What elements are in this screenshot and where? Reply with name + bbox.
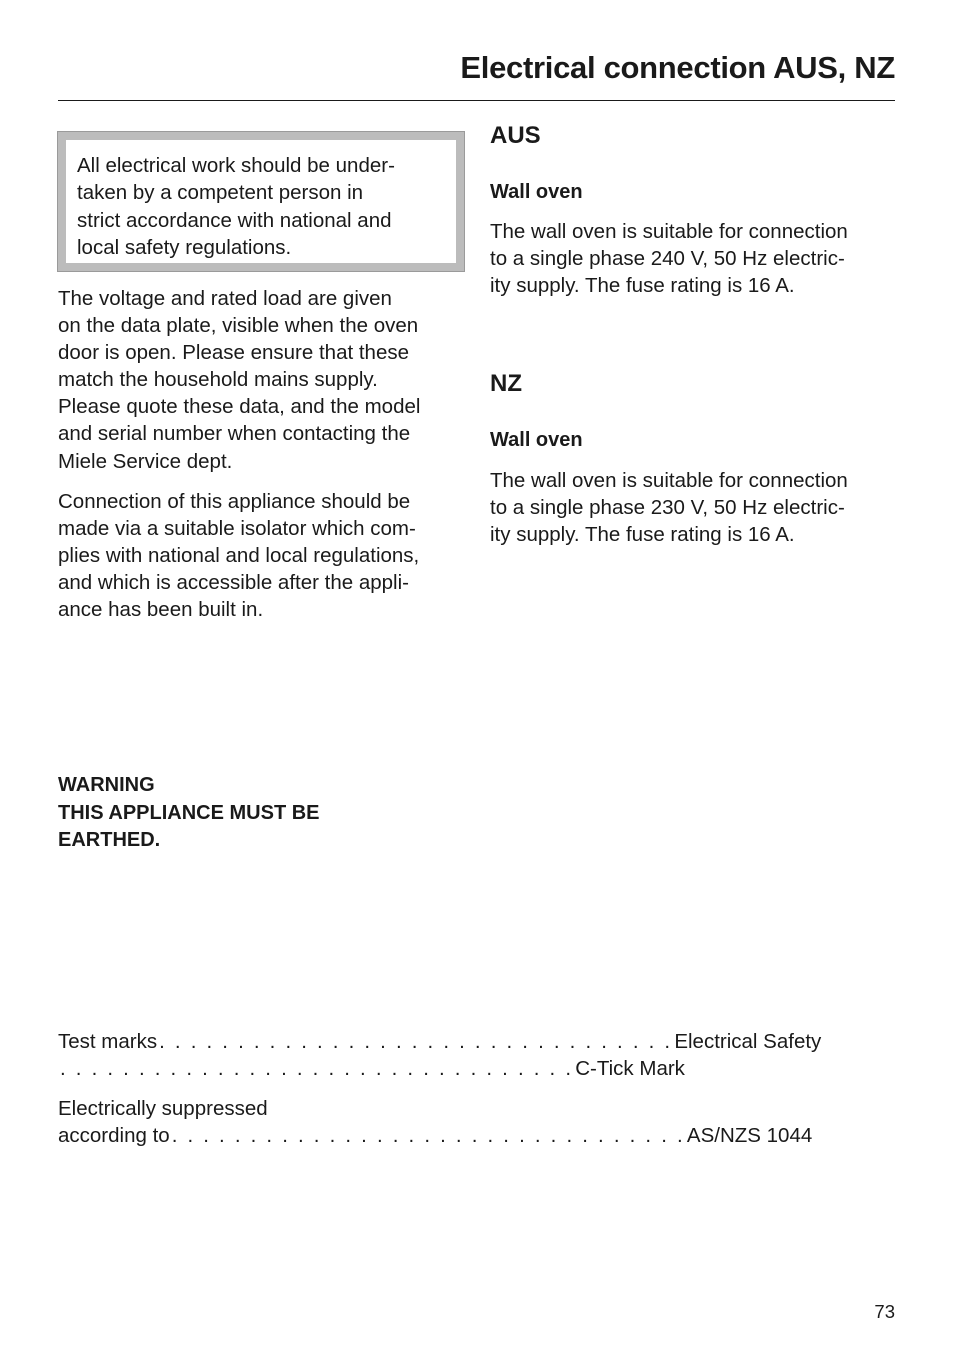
test-marks-spec xyxy=(58,1028,822,1082)
nz-wall-oven-subheading: Wall oven xyxy=(490,429,583,451)
paragraph-line: to a single phase 240 V, 50 Hz electric- xyxy=(490,247,845,271)
paragraph-line: ity supply. The fuse rating is 16 A. xyxy=(490,274,795,298)
paragraph-line: Please quote these data, and the model xyxy=(58,395,421,419)
spec-label: Test marks xyxy=(58,1030,158,1053)
page-number: 73 xyxy=(874,1301,895,1322)
spec-label: according to xyxy=(58,1124,170,1147)
paragraph-line: match the household mains supply. xyxy=(58,368,378,392)
aus-wall-oven-subheading: Wall oven xyxy=(490,181,583,203)
notice-line: local safety regulations. xyxy=(77,235,292,259)
notice-line: strict accordance with national and xyxy=(77,208,392,232)
paragraph-line: ance has been built in. xyxy=(58,598,264,622)
warning-line: WARNING xyxy=(58,774,155,796)
nz-heading: NZ xyxy=(490,370,522,397)
aus-supply-paragraph xyxy=(490,218,848,299)
spec-row xyxy=(58,1028,822,1055)
paragraph-line: to a single phase 230 V, 50 Hz electric- xyxy=(490,496,845,520)
paragraph-line: ity supply. The fuse rating is 16 A. xyxy=(490,523,795,547)
leader-dots: . . . . . . . . . . . . . . . . . . . . . . . . . . . . . . . . . xyxy=(60,1057,574,1080)
isolator-paragraph xyxy=(58,488,419,623)
safety-notice-box xyxy=(58,132,464,271)
paragraph-line: Connection of this appliance should be xyxy=(58,490,411,513)
leader-dots: . . . . . . . . . . . . . . . . . . . . . . . . . . . . . . . . . xyxy=(159,1030,673,1053)
notice-line: taken by a competent person in xyxy=(77,181,364,205)
spec-row xyxy=(58,1095,464,1122)
spec-label: Electrically suppressed xyxy=(58,1097,268,1120)
spec-value: Electrical Safety xyxy=(674,1030,822,1053)
aus-heading: AUS xyxy=(490,122,541,149)
notice-line: All electrical work should be under- xyxy=(77,154,395,177)
paragraph-line: The voltage and rated load are given xyxy=(58,287,392,310)
spec-value: C-Tick Mark xyxy=(575,1057,685,1080)
suppression-spec xyxy=(58,1095,813,1149)
paragraph-line: on the data plate, visible when the oven xyxy=(58,314,419,338)
paragraph-line: plies with national and local regulations, xyxy=(58,544,420,568)
leader-dots: . . . . . . . . . . . . . . . . . . . . . . . . . . . . . . . . . xyxy=(171,1124,685,1147)
spec-value: AS/NZS 1044 xyxy=(686,1124,813,1147)
spec-row xyxy=(58,1122,813,1149)
paragraph-line: The wall oven is suitable for connection xyxy=(490,220,848,243)
warning-line: THIS APPLIANCE MUST BE xyxy=(58,801,320,824)
paragraph-line: made via a suitable isolator which com- xyxy=(58,517,416,541)
data-plate-paragraph xyxy=(58,285,420,475)
paragraph-line: The wall oven is suitable for connection xyxy=(490,469,848,492)
paragraph-line: Miele Service dept. xyxy=(58,449,233,473)
earthing-warning xyxy=(58,772,320,855)
paragraph-line: and serial number when contacting the xyxy=(58,422,411,446)
paragraph-line: door is open. Please ensure that these xyxy=(58,341,410,365)
page-title: Electrical connection AUS, NZ xyxy=(460,50,895,85)
warning-line: EARTHED. xyxy=(58,829,161,852)
title-divider xyxy=(58,100,895,101)
nz-supply-paragraph xyxy=(490,467,848,548)
spec-row xyxy=(58,1055,685,1082)
paragraph-line: and which is accessible after the appli- xyxy=(58,571,409,595)
